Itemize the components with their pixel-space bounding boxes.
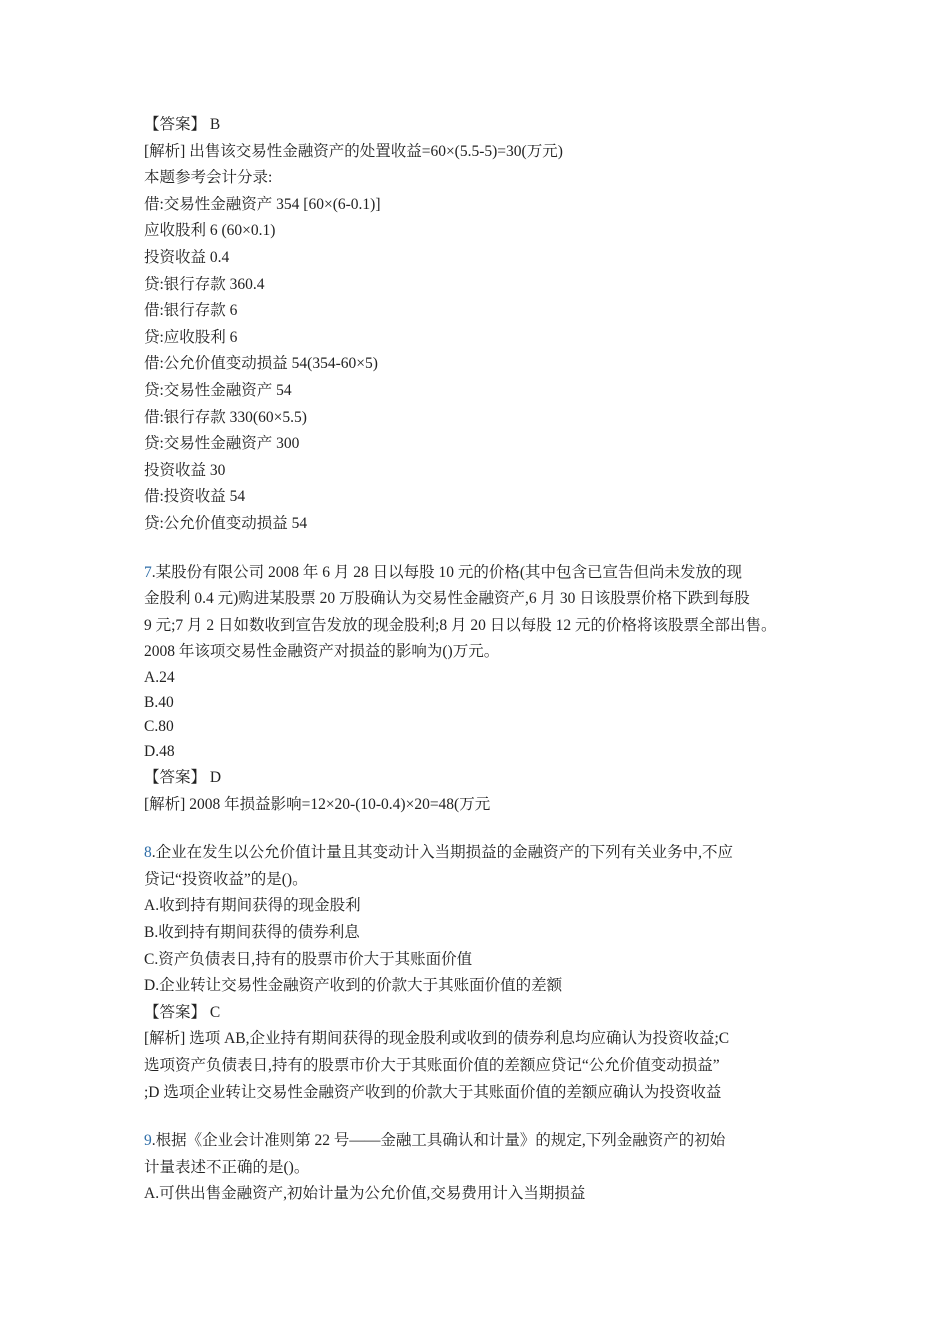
document-page [144,112,844,1208]
question-stem: 贷记“投资收益”的是()。 [144,870,308,888]
question-stem: 8.企业在发生以公允价值计量且其变动计入当期损益的金融资产的下列有关业务中,不应 [144,844,734,862]
option-a: A.收到持有期间获得的现金股利 [144,897,361,915]
journal-entry: 借:银行存款 6 [144,302,238,320]
analysis-text: [解析] 选项 AB,企业持有期间获得的现金股利或收到的债券利息均应确认为投资收益;C [144,1030,730,1048]
question-stem: 计量表述不正确的是()。 [144,1158,310,1176]
option-a: A.可供出售金融资产,初始计量为公允价值,交易费用计入当期损益 [144,1185,586,1203]
analysis-text: [解析] 出售该交易性金融资产的处置收益=60×(5.5-5)=30(万元) [144,142,563,160]
option-c: C.80 [144,718,174,736]
question-number: 7 [144,563,152,581]
journal-entry: 借:银行存款 330(60×5.5) [144,408,307,426]
question-number: 9 [144,1132,152,1150]
analysis-text: 选项资产负债表日,持有的股票市价大于其账面价值的差额应贷记“公允价值变动损益” [144,1057,720,1074]
journal-entry: 贷:银行存款 360.4 [144,275,265,293]
option-d: D.48 [144,743,175,761]
question-stem: 2008 年该项交易性金融资产对损益的影响为()万元。 [144,643,500,661]
journal-heading: 本题参考会计分录: [144,169,273,187]
journal-entry: 借:公允价值变动损益 54(354-60×5) [144,355,378,373]
analysis-text: ;D 选项企业转让交易性金融资产收到的价款大于其账面价值的差额应确认为投资收益 [144,1083,722,1101]
journal-entry: 投资收益 30 [144,461,226,479]
answer-label: 【答案】 D [144,769,222,787]
journal-entry: 应收股利 6 (60×0.1) [144,222,276,240]
journal-entry: 贷:公允价值变动损益 54 [144,514,308,532]
answer-label: 【答案】 C [144,1003,221,1021]
option-a: A.24 [144,668,175,686]
answer-label: 【答案】 B [144,116,221,133]
answer-block-q6 [144,112,844,538]
question-8 [144,840,844,1106]
question-stem: 7.某股份有限公司 2008 年 6 月 28 日以每股 10 元的价格(其中包含已宣告但尚未发放的现 [144,563,743,581]
option-c: C.资产负债表日,持有的股票市价大于其账面价值 [144,950,473,968]
journal-entry: 贷:交易性金融资产 300 [144,435,300,453]
question-stem: 金股利 0.4 元)购进某股票 20 万股确认为交易性金融资产,6 月 30 日该股票价格下跌到每股 [144,590,750,608]
journal-entry: 贷:交易性金融资产 54 [144,381,292,399]
question-9 [144,1128,844,1208]
question-number: 8 [144,844,152,862]
option-b: B.40 [144,693,174,711]
option-b: B.收到持有期间获得的债券利息 [144,924,360,942]
option-d: D.企业转让交易性金融资产收到的价款大于其账面价值的差额 [144,977,563,995]
analysis-text: [解析] 2008 年损益影响=12×20-(10-0.4)×20=48(万元 [144,795,491,813]
journal-entry: 借:投资收益 54 [144,488,246,506]
question-stem: 9 元;7 月 2 日如数收到宣告发放的现金股利;8 月 20 日以每股 12 元的价格将该股票全部出售。 [144,616,777,634]
journal-entry: 投资收益 0.4 [144,248,230,266]
question-stem: 9.根据《企业会计准则第 22 号——金融工具确认和计量》的规定,下列金融资产的初始 [144,1132,726,1150]
journal-entry: 贷:应收股利 6 [144,328,238,346]
question-7 [144,560,844,819]
journal-entry: 借:交易性金融资产 354 [60×(6-0.1)] [144,195,381,213]
